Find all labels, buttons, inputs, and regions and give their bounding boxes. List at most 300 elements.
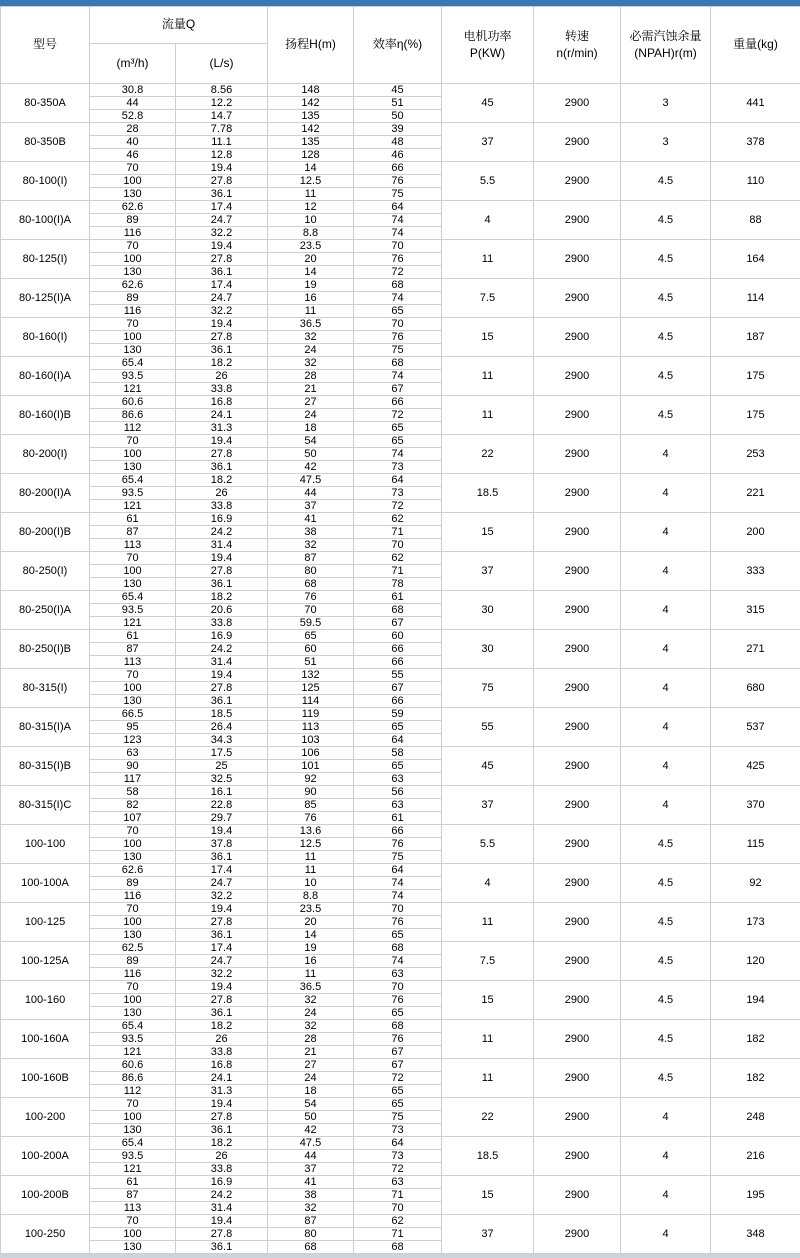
cell-npsh: 4 bbox=[621, 669, 711, 708]
cell-flow-ls: 27.8 bbox=[176, 253, 268, 266]
cell-power: 11 bbox=[442, 396, 534, 435]
cell-flow-m3h: 86.6 bbox=[90, 1072, 176, 1085]
cell-speed: 2900 bbox=[534, 396, 621, 435]
cell-flow-ls: 36.1 bbox=[176, 695, 268, 708]
cell-flow-m3h: 61 bbox=[90, 630, 176, 643]
cell-weight: 195 bbox=[711, 1176, 800, 1215]
cell-efficiency: 75 bbox=[354, 344, 442, 357]
cell-speed: 2900 bbox=[534, 630, 621, 669]
cell-power: 11 bbox=[442, 903, 534, 942]
cell-model: 80-160(I) bbox=[1, 318, 90, 357]
cell-model: 100-160 bbox=[1, 981, 90, 1020]
cell-head: 12 bbox=[268, 201, 354, 214]
cell-head: 27 bbox=[268, 1059, 354, 1072]
cell-head: 14 bbox=[268, 162, 354, 175]
cell-npsh: 4.5 bbox=[621, 981, 711, 1020]
table-row bbox=[1, 1059, 800, 1072]
cell-head: 23.5 bbox=[268, 903, 354, 916]
cell-head: 85 bbox=[268, 799, 354, 812]
cell-head: 44 bbox=[268, 487, 354, 500]
cell-flow-ls: 26.4 bbox=[176, 721, 268, 734]
cell-efficiency: 65 bbox=[354, 305, 442, 318]
cell-head: 87 bbox=[268, 1215, 354, 1228]
cell-efficiency: 68 bbox=[354, 604, 442, 617]
cell-efficiency: 72 bbox=[354, 409, 442, 422]
cell-efficiency: 51 bbox=[354, 97, 442, 110]
cell-weight: 253 bbox=[711, 435, 800, 474]
cell-flow-ls: 26 bbox=[176, 370, 268, 383]
cell-efficiency: 66 bbox=[354, 643, 442, 656]
cell-head: 37 bbox=[268, 1163, 354, 1176]
cell-flow-ls: 27.8 bbox=[176, 916, 268, 929]
cell-efficiency: 72 bbox=[354, 1072, 442, 1085]
cell-efficiency: 76 bbox=[354, 916, 442, 929]
cell-speed: 2900 bbox=[534, 474, 621, 513]
cell-flow-m3h: 113 bbox=[90, 1202, 176, 1215]
cell-efficiency: 67 bbox=[354, 617, 442, 630]
cell-speed: 2900 bbox=[534, 84, 621, 123]
cell-head: 42 bbox=[268, 461, 354, 474]
cell-speed: 2900 bbox=[534, 435, 621, 474]
cell-head: 32 bbox=[268, 994, 354, 1007]
header-npsh-line2: (NPAH)r(m) bbox=[621, 45, 710, 62]
cell-flow-ls: 18.2 bbox=[176, 1020, 268, 1033]
pump-spec-table bbox=[0, 6, 800, 1254]
cell-efficiency: 71 bbox=[354, 565, 442, 578]
cell-flow-m3h: 100 bbox=[90, 1228, 176, 1241]
cell-flow-ls: 32.2 bbox=[176, 227, 268, 240]
cell-npsh: 4.5 bbox=[621, 396, 711, 435]
cell-flow-m3h: 62.5 bbox=[90, 942, 176, 955]
cell-flow-ls: 24.7 bbox=[176, 955, 268, 968]
cell-npsh: 4 bbox=[621, 513, 711, 552]
cell-efficiency: 75 bbox=[354, 1111, 442, 1124]
cell-head: 113 bbox=[268, 721, 354, 734]
cell-efficiency: 63 bbox=[354, 1176, 442, 1189]
cell-efficiency: 55 bbox=[354, 669, 442, 682]
cell-model: 80-125(I)A bbox=[1, 279, 90, 318]
cell-flow-ls: 18.5 bbox=[176, 708, 268, 721]
cell-flow-ls: 32.5 bbox=[176, 773, 268, 786]
cell-flow-m3h: 62.6 bbox=[90, 864, 176, 877]
cell-power: 4 bbox=[442, 201, 534, 240]
cell-flow-ls: 24.2 bbox=[176, 643, 268, 656]
cell-efficiency: 63 bbox=[354, 968, 442, 981]
cell-power: 22 bbox=[442, 1098, 534, 1137]
cell-model: 80-160(I)A bbox=[1, 357, 90, 396]
table-row bbox=[1, 357, 800, 370]
cell-npsh: 4.5 bbox=[621, 279, 711, 318]
cell-efficiency: 68 bbox=[354, 279, 442, 292]
cell-head: 10 bbox=[268, 877, 354, 890]
cell-npsh: 4.5 bbox=[621, 201, 711, 240]
cell-head: 38 bbox=[268, 1189, 354, 1202]
cell-flow-ls: 36.1 bbox=[176, 188, 268, 201]
cell-head: 92 bbox=[268, 773, 354, 786]
cell-model: 80-250(I)A bbox=[1, 591, 90, 630]
cell-flow-m3h: 121 bbox=[90, 617, 176, 630]
cell-flow-m3h: 130 bbox=[90, 695, 176, 708]
cell-power: 37 bbox=[442, 123, 534, 162]
cell-power: 45 bbox=[442, 84, 534, 123]
cell-power: 11 bbox=[442, 1020, 534, 1059]
table-header bbox=[1, 7, 800, 84]
header-power-line2: P(KW) bbox=[442, 45, 533, 62]
cell-weight: 182 bbox=[711, 1059, 800, 1098]
cell-head: 37 bbox=[268, 500, 354, 513]
cell-head: 21 bbox=[268, 383, 354, 396]
cell-npsh: 4 bbox=[621, 708, 711, 747]
cell-npsh: 4.5 bbox=[621, 1059, 711, 1098]
cell-flow-ls: 36.1 bbox=[176, 1241, 268, 1254]
cell-model: 80-100(I)A bbox=[1, 201, 90, 240]
cell-efficiency: 76 bbox=[354, 175, 442, 188]
cell-flow-m3h: 116 bbox=[90, 968, 176, 981]
cell-npsh: 4 bbox=[621, 1176, 711, 1215]
cell-efficiency: 74 bbox=[354, 877, 442, 890]
cell-flow-ls: 29.7 bbox=[176, 812, 268, 825]
cell-flow-m3h: 121 bbox=[90, 1046, 176, 1059]
cell-model: 100-200A bbox=[1, 1137, 90, 1176]
cell-power: 15 bbox=[442, 1176, 534, 1215]
table-row bbox=[1, 513, 800, 526]
cell-flow-ls: 24.7 bbox=[176, 877, 268, 890]
header-head: 扬程H(m) bbox=[268, 7, 354, 84]
cell-head: 70 bbox=[268, 604, 354, 617]
cell-speed: 2900 bbox=[534, 942, 621, 981]
cell-flow-m3h: 65.4 bbox=[90, 1020, 176, 1033]
cell-flow-m3h: 65.4 bbox=[90, 357, 176, 370]
cell-weight: 378 bbox=[711, 123, 800, 162]
cell-model: 80-350A bbox=[1, 84, 90, 123]
cell-flow-m3h: 65.4 bbox=[90, 474, 176, 487]
cell-flow-m3h: 130 bbox=[90, 929, 176, 942]
cell-model: 80-250(I)B bbox=[1, 630, 90, 669]
table-row bbox=[1, 162, 800, 175]
cell-power: 7.5 bbox=[442, 942, 534, 981]
cell-efficiency: 63 bbox=[354, 799, 442, 812]
cell-head: 50 bbox=[268, 1111, 354, 1124]
cell-flow-m3h: 130 bbox=[90, 1241, 176, 1254]
cell-head: 11 bbox=[268, 851, 354, 864]
cell-flow-m3h: 70 bbox=[90, 552, 176, 565]
cell-head: 119 bbox=[268, 708, 354, 721]
cell-speed: 2900 bbox=[534, 1137, 621, 1176]
cell-model: 100-160A bbox=[1, 1020, 90, 1059]
cell-npsh: 4 bbox=[621, 630, 711, 669]
cell-efficiency: 66 bbox=[354, 825, 442, 838]
cell-efficiency: 64 bbox=[354, 864, 442, 877]
cell-flow-ls: 8.56 bbox=[176, 84, 268, 97]
cell-efficiency: 75 bbox=[354, 188, 442, 201]
cell-head: 20 bbox=[268, 916, 354, 929]
cell-efficiency: 59 bbox=[354, 708, 442, 721]
cell-head: 42 bbox=[268, 1124, 354, 1137]
cell-flow-ls: 19.4 bbox=[176, 669, 268, 682]
cell-speed: 2900 bbox=[534, 162, 621, 201]
table-row bbox=[1, 1020, 800, 1033]
cell-speed: 2900 bbox=[534, 240, 621, 279]
cell-efficiency: 74 bbox=[354, 370, 442, 383]
cell-flow-ls: 16.8 bbox=[176, 396, 268, 409]
header-flow-m3h: (m³/h) bbox=[90, 44, 176, 84]
header-npsh-line1: 必需汽蚀余量 bbox=[621, 28, 710, 45]
cell-flow-m3h: 87 bbox=[90, 643, 176, 656]
cell-flow-ls: 17.4 bbox=[176, 942, 268, 955]
cell-flow-m3h: 61 bbox=[90, 1176, 176, 1189]
cell-efficiency: 64 bbox=[354, 734, 442, 747]
cell-flow-ls: 34.3 bbox=[176, 734, 268, 747]
cell-efficiency: 62 bbox=[354, 513, 442, 526]
cell-flow-ls: 27.8 bbox=[176, 1111, 268, 1124]
cell-flow-m3h: 93.5 bbox=[90, 1033, 176, 1046]
cell-efficiency: 65 bbox=[354, 929, 442, 942]
cell-efficiency: 48 bbox=[354, 136, 442, 149]
cell-flow-ls: 31.4 bbox=[176, 1202, 268, 1215]
cell-flow-m3h: 70 bbox=[90, 825, 176, 838]
cell-flow-ls: 36.1 bbox=[176, 578, 268, 591]
cell-head: 68 bbox=[268, 578, 354, 591]
cell-flow-ls: 19.4 bbox=[176, 903, 268, 916]
cell-flow-m3h: 100 bbox=[90, 1111, 176, 1124]
cell-power: 75 bbox=[442, 669, 534, 708]
cell-efficiency: 65 bbox=[354, 1098, 442, 1111]
cell-efficiency: 70 bbox=[354, 240, 442, 253]
cell-flow-m3h: 113 bbox=[90, 539, 176, 552]
cell-flow-ls: 24.7 bbox=[176, 292, 268, 305]
cell-efficiency: 67 bbox=[354, 1046, 442, 1059]
cell-speed: 2900 bbox=[534, 357, 621, 396]
cell-head: 18 bbox=[268, 1085, 354, 1098]
cell-head: 23.5 bbox=[268, 240, 354, 253]
cell-efficiency: 75 bbox=[354, 851, 442, 864]
cell-head: 32 bbox=[268, 331, 354, 344]
cell-flow-m3h: 89 bbox=[90, 292, 176, 305]
cell-efficiency: 73 bbox=[354, 1150, 442, 1163]
cell-head: 11 bbox=[268, 188, 354, 201]
cell-flow-m3h: 65.4 bbox=[90, 591, 176, 604]
cell-flow-m3h: 100 bbox=[90, 682, 176, 695]
cell-power: 30 bbox=[442, 630, 534, 669]
cell-flow-ls: 32.2 bbox=[176, 968, 268, 981]
cell-weight: 537 bbox=[711, 708, 800, 747]
cell-flow-m3h: 44 bbox=[90, 97, 176, 110]
cell-flow-ls: 31.4 bbox=[176, 539, 268, 552]
cell-efficiency: 65 bbox=[354, 435, 442, 448]
cell-flow-m3h: 123 bbox=[90, 734, 176, 747]
cell-flow-m3h: 60.6 bbox=[90, 396, 176, 409]
cell-flow-ls: 36.1 bbox=[176, 1007, 268, 1020]
cell-weight: 187 bbox=[711, 318, 800, 357]
cell-flow-ls: 27.8 bbox=[176, 565, 268, 578]
cell-flow-ls: 36.1 bbox=[176, 344, 268, 357]
table-row bbox=[1, 1137, 800, 1150]
cell-flow-m3h: 30.8 bbox=[90, 84, 176, 97]
cell-flow-m3h: 93.5 bbox=[90, 604, 176, 617]
cell-npsh: 4 bbox=[621, 591, 711, 630]
cell-head: 19 bbox=[268, 279, 354, 292]
cell-efficiency: 56 bbox=[354, 786, 442, 799]
cell-flow-m3h: 63 bbox=[90, 747, 176, 760]
cell-efficiency: 68 bbox=[354, 1241, 442, 1254]
cell-flow-m3h: 100 bbox=[90, 565, 176, 578]
cell-efficiency: 65 bbox=[354, 721, 442, 734]
cell-weight: 88 bbox=[711, 201, 800, 240]
cell-npsh: 4.5 bbox=[621, 825, 711, 864]
cell-efficiency: 70 bbox=[354, 318, 442, 331]
cell-flow-m3h: 113 bbox=[90, 656, 176, 669]
cell-flow-m3h: 121 bbox=[90, 1163, 176, 1176]
cell-speed: 2900 bbox=[534, 1176, 621, 1215]
cell-flow-ls: 26 bbox=[176, 1033, 268, 1046]
cell-npsh: 4.5 bbox=[621, 357, 711, 396]
cell-efficiency: 68 bbox=[354, 942, 442, 955]
cell-power: 30 bbox=[442, 591, 534, 630]
cell-flow-ls: 16.9 bbox=[176, 630, 268, 643]
cell-flow-ls: 16.9 bbox=[176, 513, 268, 526]
cell-head: 50 bbox=[268, 448, 354, 461]
cell-head: 11 bbox=[268, 864, 354, 877]
cell-efficiency: 74 bbox=[354, 890, 442, 903]
cell-flow-ls: 19.4 bbox=[176, 1215, 268, 1228]
cell-speed: 2900 bbox=[534, 825, 621, 864]
cell-head: 76 bbox=[268, 591, 354, 604]
cell-weight: 441 bbox=[711, 84, 800, 123]
cell-weight: 200 bbox=[711, 513, 800, 552]
cell-efficiency: 66 bbox=[354, 695, 442, 708]
cell-weight: 248 bbox=[711, 1098, 800, 1137]
table-row bbox=[1, 123, 800, 136]
cell-flow-ls: 16.1 bbox=[176, 786, 268, 799]
cell-model: 80-315(I)C bbox=[1, 786, 90, 825]
cell-head: 128 bbox=[268, 149, 354, 162]
cell-efficiency: 67 bbox=[354, 682, 442, 695]
cell-flow-m3h: 130 bbox=[90, 266, 176, 279]
table-row bbox=[1, 435, 800, 448]
cell-efficiency: 78 bbox=[354, 578, 442, 591]
cell-efficiency: 66 bbox=[354, 162, 442, 175]
cell-model: 80-200(I)A bbox=[1, 474, 90, 513]
cell-weight: 182 bbox=[711, 1020, 800, 1059]
cell-flow-m3h: 86.6 bbox=[90, 409, 176, 422]
cell-weight: 348 bbox=[711, 1215, 800, 1254]
cell-weight: 92 bbox=[711, 864, 800, 903]
cell-weight: 114 bbox=[711, 279, 800, 318]
cell-npsh: 4.5 bbox=[621, 240, 711, 279]
header-npsh bbox=[621, 7, 711, 84]
table-row bbox=[1, 279, 800, 292]
cell-flow-m3h: 70 bbox=[90, 981, 176, 994]
cell-flow-ls: 18.2 bbox=[176, 1137, 268, 1150]
cell-flow-m3h: 100 bbox=[90, 253, 176, 266]
cell-model: 100-125A bbox=[1, 942, 90, 981]
cell-head: 41 bbox=[268, 513, 354, 526]
cell-flow-m3h: 40 bbox=[90, 136, 176, 149]
cell-flow-m3h: 100 bbox=[90, 916, 176, 929]
cell-npsh: 4 bbox=[621, 1098, 711, 1137]
cell-head: 32 bbox=[268, 1020, 354, 1033]
cell-speed: 2900 bbox=[534, 552, 621, 591]
cell-efficiency: 66 bbox=[354, 656, 442, 669]
header-efficiency: 效率η(%) bbox=[354, 7, 442, 84]
cell-flow-ls: 27.8 bbox=[176, 175, 268, 188]
cell-flow-ls: 24.1 bbox=[176, 1072, 268, 1085]
table-row bbox=[1, 474, 800, 487]
cell-weight: 216 bbox=[711, 1137, 800, 1176]
cell-model: 100-250 bbox=[1, 1215, 90, 1254]
cell-efficiency: 71 bbox=[354, 1228, 442, 1241]
cell-flow-ls: 22.8 bbox=[176, 799, 268, 812]
cell-power: 5.5 bbox=[442, 825, 534, 864]
cell-head: 21 bbox=[268, 1046, 354, 1059]
cell-flow-m3h: 116 bbox=[90, 305, 176, 318]
cell-power: 11 bbox=[442, 240, 534, 279]
header-power-line1: 电机功率 bbox=[442, 28, 533, 45]
cell-flow-m3h: 87 bbox=[90, 1189, 176, 1202]
cell-head: 13.6 bbox=[268, 825, 354, 838]
cell-flow-m3h: 62.6 bbox=[90, 201, 176, 214]
cell-weight: 173 bbox=[711, 903, 800, 942]
cell-power: 22 bbox=[442, 435, 534, 474]
cell-head: 114 bbox=[268, 695, 354, 708]
cell-head: 11 bbox=[268, 305, 354, 318]
cell-efficiency: 67 bbox=[354, 383, 442, 396]
cell-head: 59.5 bbox=[268, 617, 354, 630]
cell-npsh: 4 bbox=[621, 786, 711, 825]
cell-flow-m3h: 70 bbox=[90, 435, 176, 448]
cell-flow-ls: 24.2 bbox=[176, 1189, 268, 1202]
cell-head: 103 bbox=[268, 734, 354, 747]
table-row bbox=[1, 786, 800, 799]
cell-efficiency: 60 bbox=[354, 630, 442, 643]
cell-flow-ls: 16.8 bbox=[176, 1059, 268, 1072]
cell-flow-m3h: 70 bbox=[90, 1098, 176, 1111]
cell-speed: 2900 bbox=[534, 513, 621, 552]
cell-head: 28 bbox=[268, 1033, 354, 1046]
cell-flow-ls: 16.9 bbox=[176, 1176, 268, 1189]
cell-flow-ls: 24.2 bbox=[176, 526, 268, 539]
cell-efficiency: 72 bbox=[354, 1163, 442, 1176]
cell-head: 65 bbox=[268, 630, 354, 643]
table-row bbox=[1, 903, 800, 916]
cell-npsh: 4 bbox=[621, 552, 711, 591]
cell-flow-m3h: 87 bbox=[90, 526, 176, 539]
cell-flow-m3h: 93.5 bbox=[90, 370, 176, 383]
cell-flow-ls: 33.8 bbox=[176, 500, 268, 513]
cell-efficiency: 62 bbox=[354, 1215, 442, 1228]
cell-flow-m3h: 65.4 bbox=[90, 1137, 176, 1150]
cell-flow-m3h: 112 bbox=[90, 1085, 176, 1098]
cell-flow-ls: 31.4 bbox=[176, 656, 268, 669]
cell-power: 7.5 bbox=[442, 279, 534, 318]
cell-flow-ls: 32.2 bbox=[176, 890, 268, 903]
cell-model: 80-350B bbox=[1, 123, 90, 162]
table-row bbox=[1, 240, 800, 253]
cell-flow-ls: 17.4 bbox=[176, 279, 268, 292]
header-speed bbox=[534, 7, 621, 84]
cell-flow-m3h: 82 bbox=[90, 799, 176, 812]
cell-flow-ls: 14.7 bbox=[176, 110, 268, 123]
cell-efficiency: 74 bbox=[354, 292, 442, 305]
cell-head: 68 bbox=[268, 1241, 354, 1254]
cell-speed: 2900 bbox=[534, 708, 621, 747]
cell-flow-m3h: 46 bbox=[90, 149, 176, 162]
cell-speed: 2900 bbox=[534, 1059, 621, 1098]
cell-efficiency: 74 bbox=[354, 227, 442, 240]
cell-head: 11 bbox=[268, 968, 354, 981]
cell-speed: 2900 bbox=[534, 123, 621, 162]
cell-flow-m3h: 70 bbox=[90, 1215, 176, 1228]
